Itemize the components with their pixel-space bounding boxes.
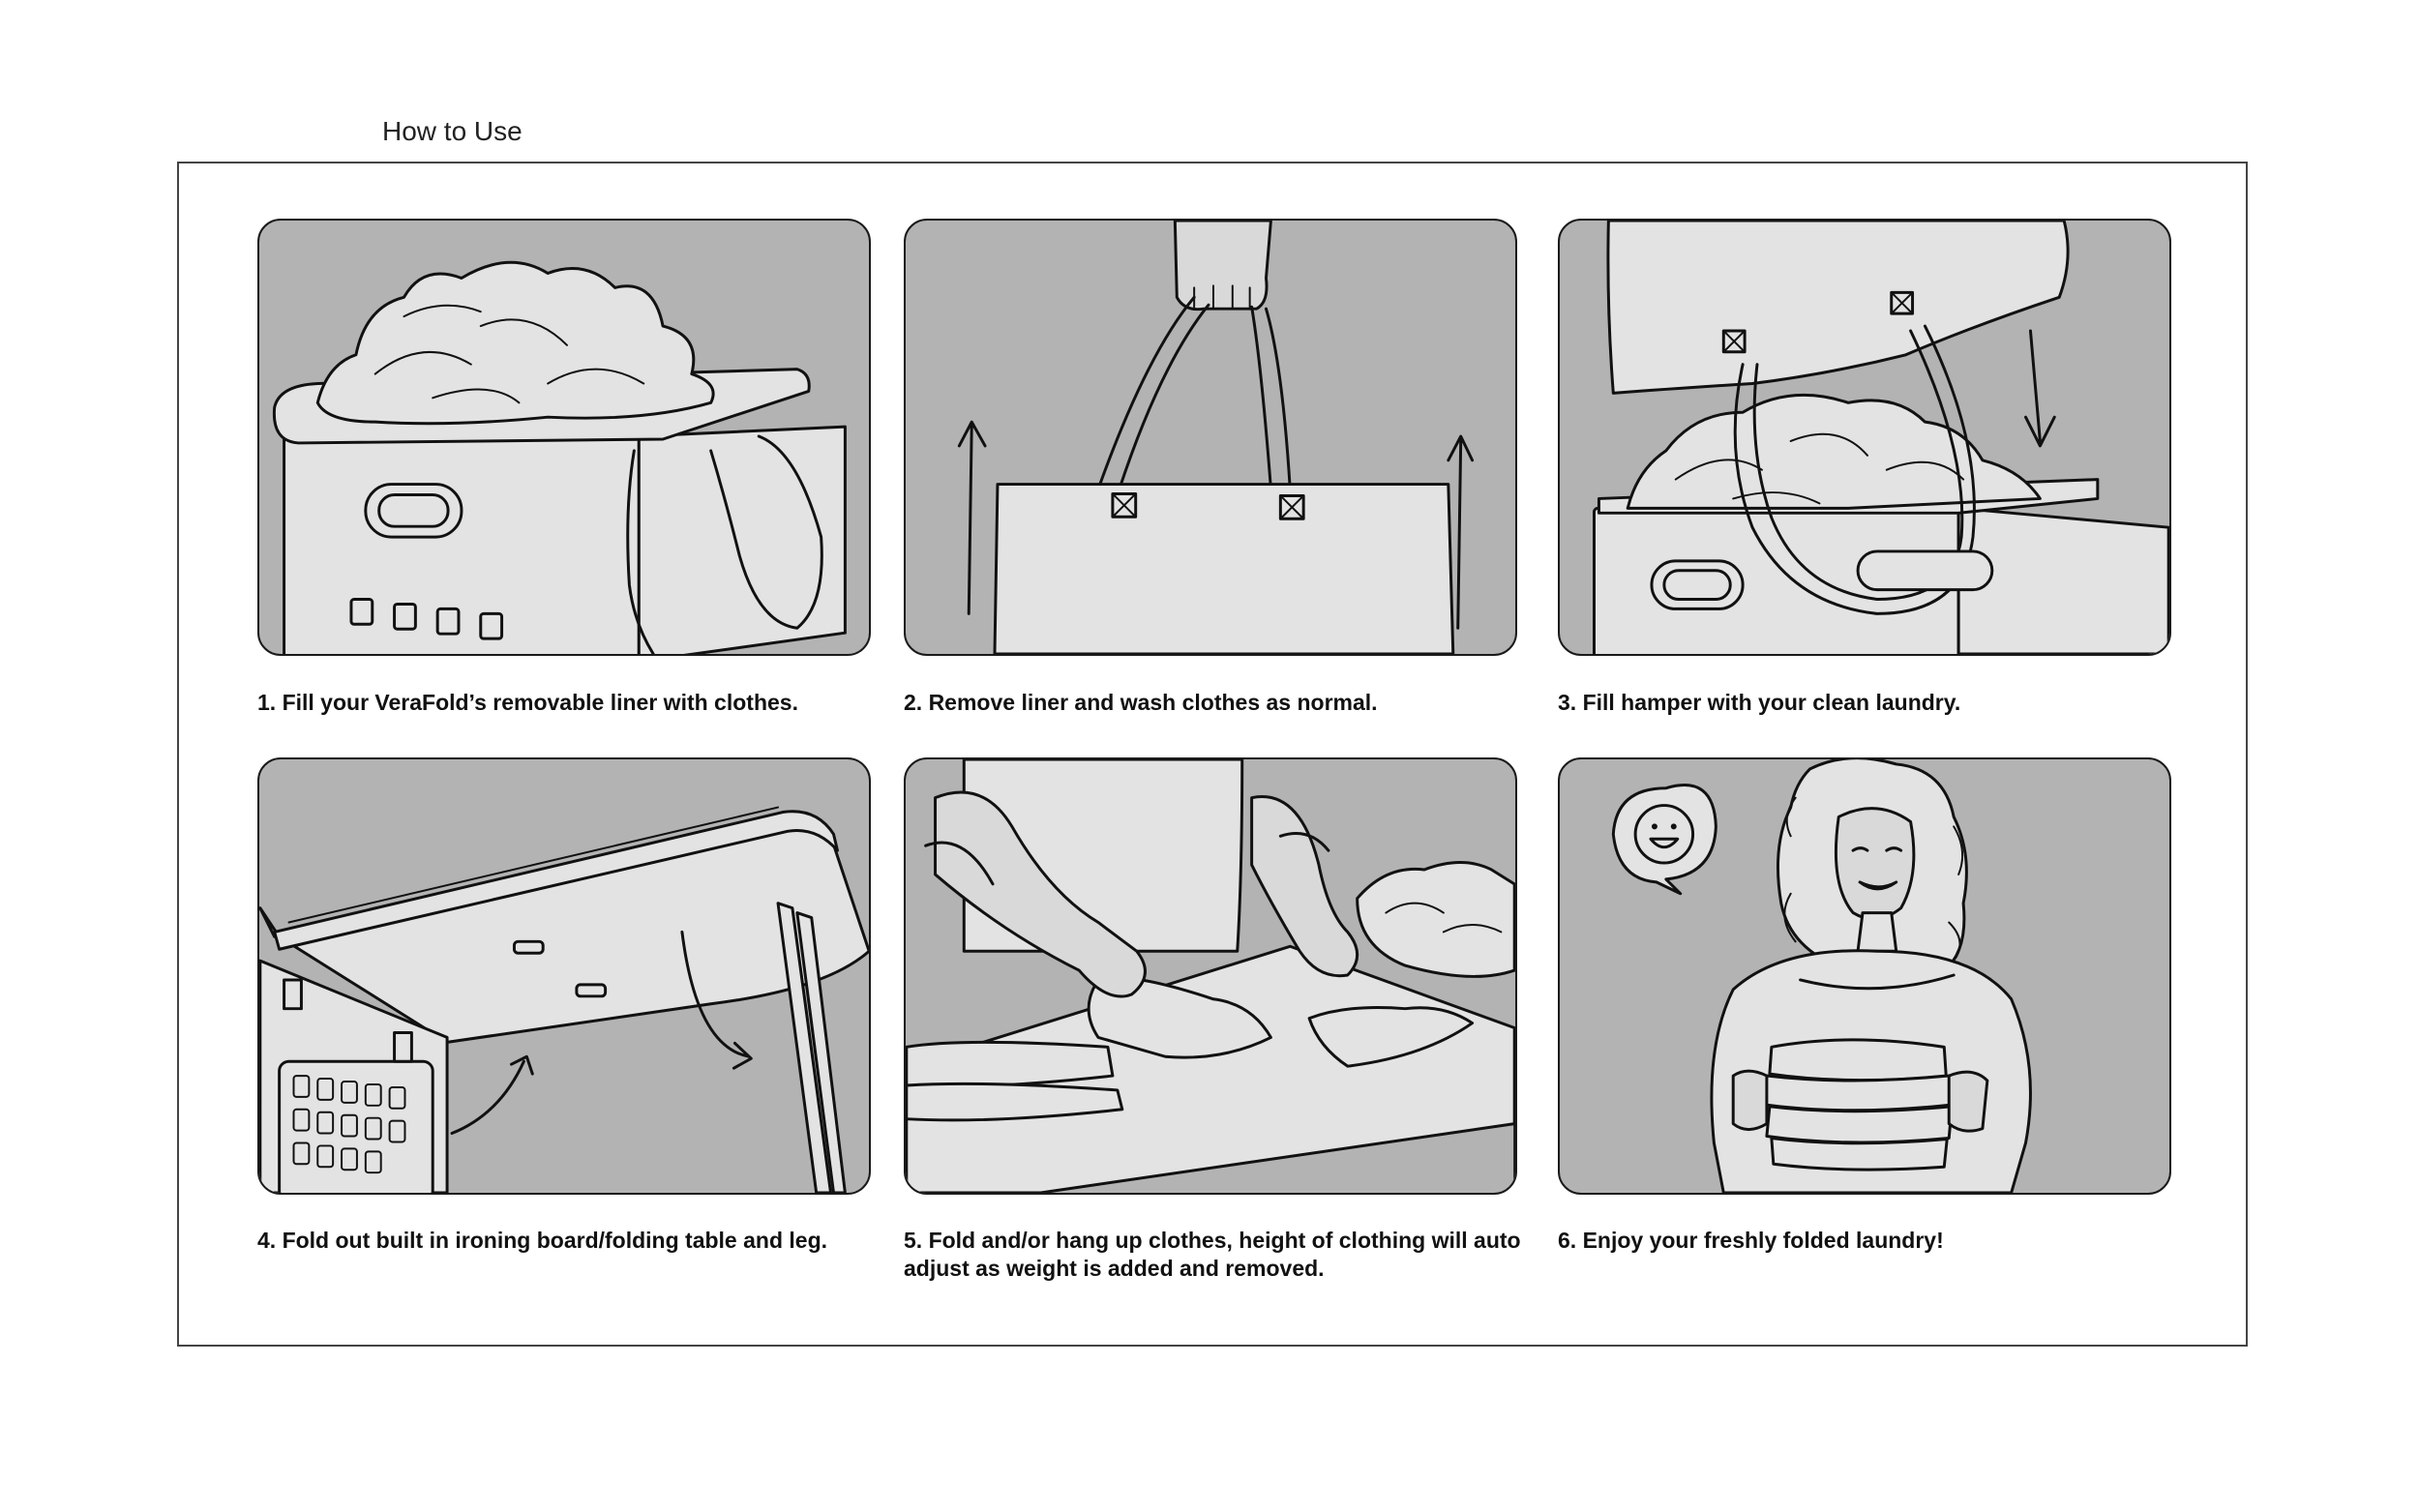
step-1-illustration	[257, 219, 871, 656]
step-4-illustration	[257, 757, 871, 1195]
step-4-caption: 4. Fold out built in ironing board/folding table and leg.	[257, 1228, 828, 1253]
step-6-illustration	[1558, 757, 2171, 1195]
hamper-with-clothes-drawing	[259, 221, 869, 654]
step-6-caption: 6. Enjoy your freshly folded laundry!	[1558, 1228, 1944, 1253]
folding-clothes-drawing	[906, 759, 1515, 1193]
smiling-woman-with-laundry-drawing	[1560, 759, 2169, 1193]
page-title: How to Use	[382, 116, 523, 146]
instructions-frame	[177, 162, 2248, 1347]
step-1-caption: 1. Fill your VeraFold’s removable liner with clothes.	[257, 690, 798, 715]
step-5-illustration	[904, 757, 1517, 1195]
lifting-liner-bag-drawing	[906, 221, 1515, 654]
step-3-illustration	[1558, 219, 2171, 656]
step-2-illustration	[904, 219, 1517, 656]
step-3-caption: 3. Fill hamper with your clean laundry.	[1558, 690, 1961, 715]
pouring-laundry-drawing	[1560, 221, 2169, 654]
step-5-caption: 5. Fold and/or hang up clothes, height of clothing will auto adjust as weight is added and removed.	[904, 1228, 1521, 1281]
folding-table-out-drawing	[259, 759, 869, 1193]
step-2-caption: 2. Remove liner and wash clothes as normal.	[904, 690, 1378, 715]
